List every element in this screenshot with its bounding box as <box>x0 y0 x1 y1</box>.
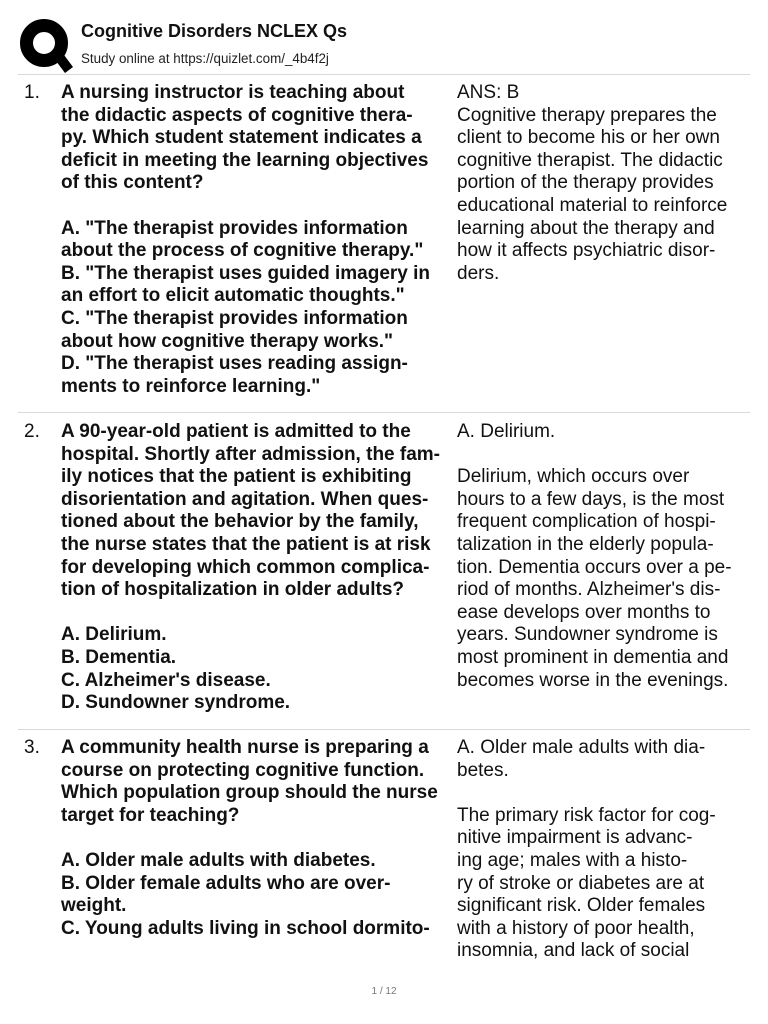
answer-line: most prominent in dementia and <box>457 646 729 668</box>
answer-line: tion. Dementia occurs over a pe- <box>457 556 732 578</box>
option-line: C. Alzheimer's disease. <box>61 669 271 691</box>
option-line: D. Sundowner syndrome. <box>61 692 291 714</box>
line-gap <box>61 602 453 625</box>
answer-line: cognitive therapist. The didactic <box>457 149 723 171</box>
option-line: C. Young adults living in school dormito- <box>61 917 430 939</box>
question-line: for developing which common complica- <box>61 556 430 578</box>
line-gap <box>457 444 747 467</box>
question-line: deficit in meeting the learning objectives <box>61 149 429 171</box>
question-line: the didactic aspects of cognitive thera- <box>61 104 413 126</box>
line-gap <box>61 195 453 218</box>
answer-text <box>457 82 747 285</box>
answer-line: The primary risk factor for cog- <box>457 804 716 826</box>
answer-line: Delirium, which occurs over <box>457 466 690 488</box>
answer-line: educational material to reinforce <box>457 194 728 216</box>
answer-line: A. Delirium. <box>457 421 556 442</box>
question-line: tion of hospitalization in older adults? <box>61 579 405 601</box>
page-header <box>0 0 768 74</box>
answer-line: riod of months. Alzheimer's dis- <box>457 579 721 601</box>
question-line: the nurse states that the patient is at risk <box>61 533 431 555</box>
line-gap <box>61 827 453 850</box>
question-line: A nursing instructor is teaching about <box>61 82 405 103</box>
study-online-link[interactable]: Study online at https://quizlet.com/_4b4f2j <box>81 51 329 66</box>
divider <box>18 412 750 413</box>
answer-line: betes. <box>457 759 509 781</box>
answer-line: insomnia, and lack of social <box>457 940 690 962</box>
question-number: 1. <box>24 82 40 103</box>
answer-line: ease develops over months to <box>457 601 711 623</box>
answer-text <box>457 737 747 963</box>
option-line: A. "The therapist provides information <box>61 217 408 239</box>
question-text <box>61 82 453 398</box>
question-line: disorientation and agitation. When ques- <box>61 488 429 510</box>
question-line: py. Which student statement indicates a <box>61 127 422 149</box>
answer-line: A. Older male adults with dia- <box>457 737 706 758</box>
answer-line: Cognitive therapy prepares the <box>457 104 717 126</box>
quizlet-logo-icon <box>18 17 74 73</box>
question-number: 3. <box>24 737 40 758</box>
question-number: 2. <box>24 421 40 442</box>
option-line: B. Dementia. <box>61 646 177 668</box>
answer-line: hours to a few days, is the most <box>457 488 725 510</box>
question-text <box>61 421 453 715</box>
document-title: Cognitive Disorders NCLEX Qs <box>81 21 348 41</box>
question-line: target for teaching? <box>61 804 240 826</box>
answer-text <box>457 421 747 692</box>
question-text <box>61 737 453 940</box>
question-line: ily notices that the patient is exhibiting <box>61 466 412 488</box>
answer-line: ANS: B <box>457 82 520 103</box>
answer-line: significant risk. Older females <box>457 895 706 917</box>
divider <box>18 74 750 75</box>
question-line: A 90-year-old patient is admitted to the <box>61 421 411 442</box>
question-line: of this content? <box>61 172 204 194</box>
option-line: C. "The therapist provides information <box>61 307 408 329</box>
option-line: A. Delirium. <box>61 624 167 646</box>
option-line: about how cognitive therapy works." <box>61 330 394 352</box>
answer-line: ders. <box>457 262 500 284</box>
answer-line: becomes worse in the evenings. <box>457 669 729 691</box>
option-line: ments to reinforce learning." <box>61 375 321 397</box>
answer-line: years. Sundowner syndrome is <box>457 624 718 646</box>
divider <box>18 729 750 730</box>
answer-line: frequent complication of hospi- <box>457 511 716 533</box>
option-line: A. Older male adults with diabetes. <box>61 849 376 871</box>
page-indicator: 1 / 12 <box>371 986 397 997</box>
option-line: weight. <box>61 895 127 917</box>
question-line: hospital. Shortly after admission, the fam- <box>61 443 441 465</box>
answer-line: how it affects psychiatric disor- <box>457 240 716 262</box>
question-line: course on protecting cognitive function. <box>61 759 425 781</box>
answer-line: ry of stroke or diabetes are at <box>457 872 705 894</box>
answer-line: nitive impairment is advanc- <box>457 827 693 849</box>
question-line: tioned about the behavior by the family, <box>61 511 419 533</box>
option-line: D. "The therapist uses reading assign- <box>61 353 408 375</box>
line-gap <box>457 782 747 805</box>
option-line: about the process of cognitive therapy." <box>61 240 424 262</box>
answer-line: with a history of poor health, <box>457 917 695 939</box>
answer-line: learning about the therapy and <box>457 217 715 239</box>
answer-line: ing age; males with a histo- <box>457 849 688 871</box>
answer-line: portion of the therapy provides <box>457 172 714 194</box>
option-line: an effort to elicit automatic thoughts." <box>61 285 405 307</box>
answer-line: talization in the elderly popula- <box>457 533 714 555</box>
option-line: B. Older female adults who are over- <box>61 872 391 894</box>
question-line: A community health nurse is preparing a <box>61 737 429 758</box>
option-line: B. "The therapist uses guided imagery in <box>61 262 431 284</box>
answer-line: client to become his or her own <box>457 127 720 149</box>
question-line: Which population group should the nurse <box>61 782 438 804</box>
